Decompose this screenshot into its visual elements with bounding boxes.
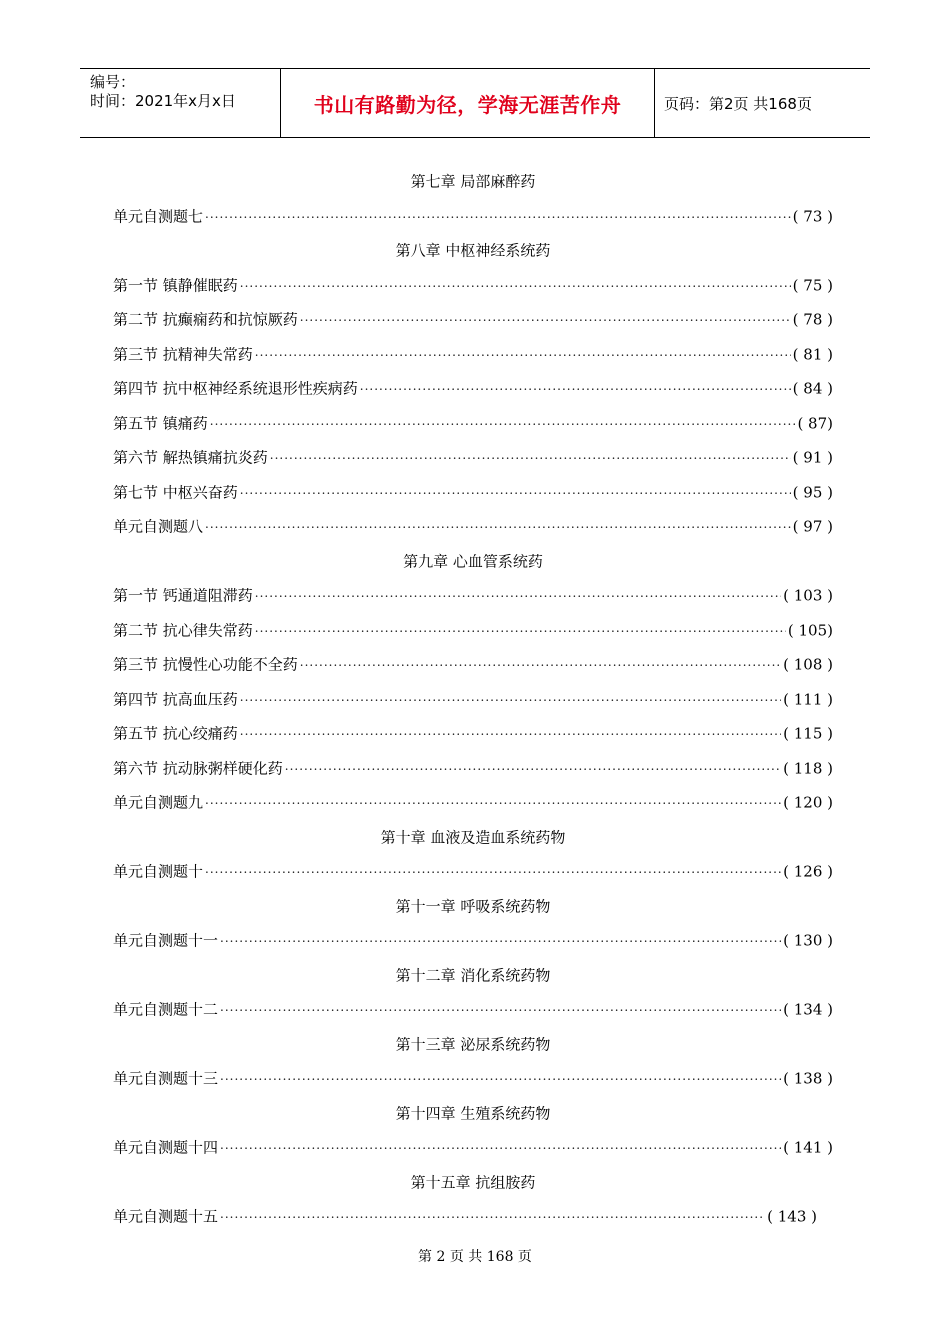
chapter-title: 第十二章 消化系统药物	[395, 966, 551, 985]
entry-label: 第六节 解热镇痛抗炎药	[113, 448, 268, 467]
dot-leader	[205, 210, 791, 224]
dot-leader	[240, 486, 791, 500]
entry-label: 单元自测题十二	[113, 1000, 219, 1019]
entry-page-number: ( 111 )	[783, 690, 833, 709]
header-page-info: 页码：第2页 共168页	[664, 94, 812, 113]
entry-label: 单元自测题十四	[113, 1138, 219, 1157]
toc-entry[interactable]	[113, 1061, 833, 1096]
page-footer: 第 2 页 共 168 页	[418, 1249, 532, 1265]
dot-leader	[240, 728, 781, 742]
chapter-title: 第十三章 泌尿系统药物	[395, 1035, 551, 1054]
entry-page-number: ( 75 )	[792, 276, 833, 295]
toc-entry[interactable]	[113, 1199, 833, 1234]
entry-page-number: ( 134 )	[783, 1000, 833, 1019]
toc-entry[interactable]	[113, 854, 833, 889]
chapter-title: 第九章 心血管系统药	[403, 552, 543, 571]
toc-entry[interactable]	[113, 751, 833, 786]
entry-page-number: ( 81 )	[792, 345, 833, 364]
dot-leader	[205, 866, 781, 880]
entry-label: 第七节 中枢兴奋药	[113, 483, 238, 502]
entry-page-number: ( 126 )	[783, 862, 833, 881]
toc-entry[interactable]	[113, 578, 833, 613]
dot-leader	[220, 1211, 765, 1225]
entry-page-number: ( 105)	[787, 621, 833, 640]
entry-page-number: ( 108 )	[783, 655, 833, 674]
dot-leader	[255, 348, 791, 362]
entry-label: 第四节 抗高血压药	[113, 690, 238, 709]
toc-entry[interactable]	[113, 268, 833, 303]
entry-label: 单元自测题九	[113, 793, 204, 812]
toc-chapter-heading	[113, 958, 833, 993]
dot-leader	[210, 417, 796, 431]
entry-page-number: ( 118 )	[783, 759, 833, 778]
entry-label: 第五节 抗心绞痛药	[113, 724, 238, 743]
header-motto: 书山有路勤为径，学海无涯苦作舟	[281, 69, 655, 137]
entry-label: 单元自测题十三	[113, 1069, 219, 1088]
entry-page-number: ( 95 )	[792, 483, 833, 502]
toc-chapter-heading	[113, 233, 833, 268]
dot-leader	[270, 452, 791, 466]
entry-page-number: ( 91 )	[792, 448, 833, 467]
toc-entry[interactable]	[113, 992, 833, 1027]
entry-page-number: ( 115 )	[783, 724, 833, 743]
dot-leader	[220, 1142, 781, 1156]
dot-leader	[255, 624, 786, 638]
toc-chapter-heading	[113, 1165, 833, 1200]
entry-page-number: ( 130 )	[783, 931, 833, 950]
dot-leader	[205, 797, 781, 811]
dot-leader	[300, 314, 791, 328]
entry-label: 单元自测题十	[113, 862, 204, 881]
toc-entry[interactable]	[113, 613, 833, 648]
chapter-title: 第十五章 抗组胺药	[410, 1173, 536, 1192]
date-label: 时间：2021年x月x日	[90, 92, 236, 110]
toc-entry[interactable]	[113, 337, 833, 372]
entry-page-number: ( 143 )	[767, 1207, 817, 1226]
toc-chapter-heading	[113, 889, 833, 924]
toc-chapter-heading	[113, 820, 833, 855]
dot-leader	[255, 590, 781, 604]
chapter-title: 第十一章 呼吸系统药物	[395, 897, 551, 916]
dot-leader	[220, 935, 781, 949]
toc-entry[interactable]	[113, 1130, 833, 1165]
page-header	[80, 68, 870, 138]
dot-leader	[220, 1073, 781, 1087]
toc-entry[interactable]	[113, 440, 833, 475]
entry-page-number: ( 73 )	[792, 207, 833, 226]
toc-entry[interactable]	[113, 371, 833, 406]
dot-leader	[360, 383, 791, 397]
toc-chapter-heading	[113, 1027, 833, 1062]
toc-chapter-heading	[113, 164, 833, 199]
dot-leader	[220, 1004, 781, 1018]
entry-page-number: ( 138 )	[783, 1069, 833, 1088]
dot-leader	[240, 693, 781, 707]
entry-page-number: ( 141 )	[783, 1138, 833, 1157]
toc-entry[interactable]	[113, 785, 833, 820]
entry-page-number: ( 97 )	[792, 517, 833, 536]
table-of-contents	[113, 164, 833, 1234]
entry-label: 单元自测题十一	[113, 931, 219, 950]
chapter-title: 第八章 中枢神经系统药	[395, 241, 551, 260]
entry-label: 第五节 镇痛药	[113, 414, 208, 433]
entry-label: 第二节 抗癫痫药和抗惊厥药	[113, 310, 298, 329]
entry-page-number: ( 103 )	[783, 586, 833, 605]
toc-entry[interactable]	[113, 923, 833, 958]
toc-entry[interactable]	[113, 647, 833, 682]
entry-label: 第四节 抗中枢神经系统退形性疾病药	[113, 379, 358, 398]
dot-leader	[285, 762, 781, 776]
toc-entry[interactable]	[113, 199, 833, 234]
serial-label: 编号：	[90, 73, 136, 91]
toc-entry[interactable]	[113, 509, 833, 544]
chapter-title: 第十章 血液及造血系统药物	[380, 828, 566, 847]
entry-label: 第六节 抗动脉粥样硬化药	[113, 759, 283, 778]
toc-entry[interactable]	[113, 475, 833, 510]
entry-label: 单元自测题八	[113, 517, 204, 536]
toc-entry[interactable]	[113, 302, 833, 337]
toc-chapter-heading	[113, 544, 833, 579]
dot-leader	[240, 279, 791, 293]
entry-page-number: ( 120 )	[783, 793, 833, 812]
header-meta-cell	[80, 69, 281, 137]
entry-label: 单元自测题七	[113, 207, 204, 226]
entry-label: 单元自测题十五	[113, 1207, 219, 1226]
entry-page-number: ( 87)	[797, 414, 833, 433]
toc-chapter-heading	[113, 1096, 833, 1131]
entry-page-number: ( 84 )	[792, 379, 833, 398]
entry-label: 第三节 抗精神失常药	[113, 345, 253, 364]
chapter-title: 第十四章 生殖系统药物	[395, 1104, 551, 1123]
dot-leader	[205, 521, 791, 535]
entry-label: 第二节 抗心律失常药	[113, 621, 253, 640]
entry-label: 第一节 钙通道阻滞药	[113, 586, 253, 605]
toc-entry[interactable]	[113, 682, 833, 717]
dot-leader	[300, 659, 781, 673]
entry-label: 第一节 镇静催眠药	[113, 276, 238, 295]
chapter-title: 第七章 局部麻醉药	[410, 172, 536, 191]
entry-page-number: ( 78 )	[792, 310, 833, 329]
toc-entry[interactable]	[113, 716, 833, 751]
toc-entry[interactable]	[113, 406, 833, 441]
entry-label: 第三节 抗慢性心功能不全药	[113, 655, 298, 674]
